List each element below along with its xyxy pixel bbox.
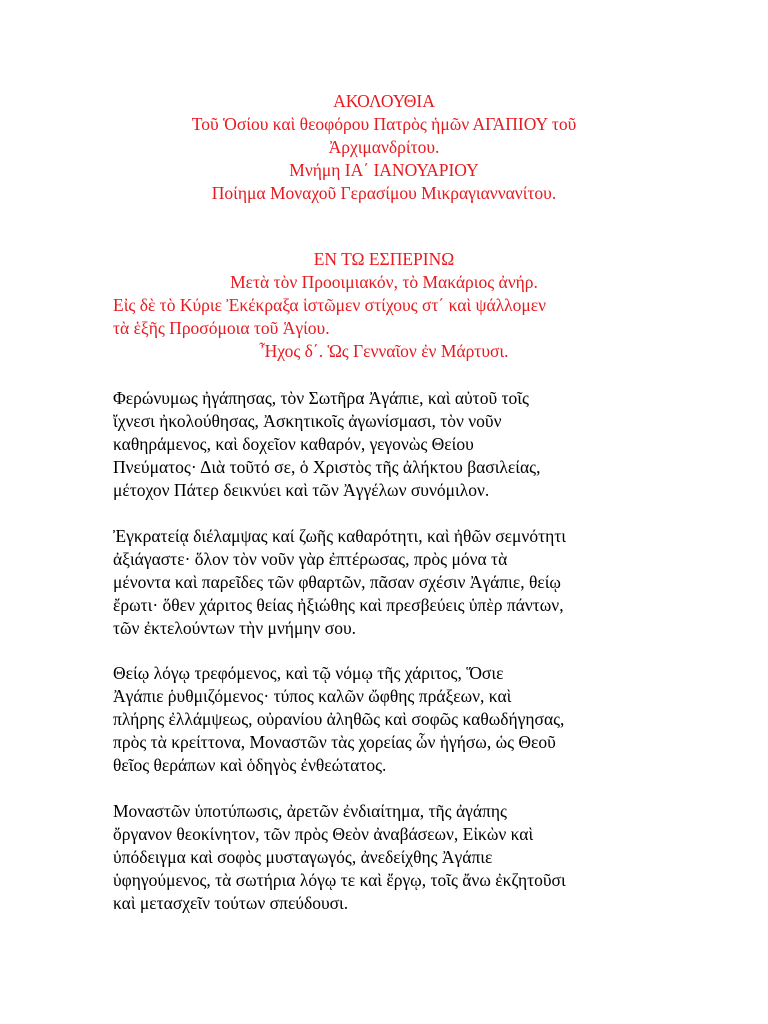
- hymn-line: Φερώνυμως ἠγάπησας, τὸν Σωτῆρα Ἀγάπιε, καὶ αὐτοῦ τοῖς: [113, 388, 529, 408]
- hymn-line: καθηράμενος, καὶ δοχεῖον καθαρόν, γεγονὼς Θείου: [113, 434, 474, 454]
- hymn-line: καὶ μετασχεῖν τούτων σπεύδουσι.: [113, 893, 349, 913]
- hymn-line: θεῖος θεράπων καὶ ὁδηγὸς ἐνθεώτατος.: [113, 755, 387, 775]
- hymn-line: μέτοχον Πάτερ δεικνύει καὶ τῶν Ἀγγέλων συνόμιλον.: [113, 480, 490, 500]
- hymn-line: Μοναστῶν ὑποτύπωσις, ἀρετῶν ἐνδιαίτημα, τῆς ἀγάπης: [113, 801, 507, 821]
- service-title: ΑΚΟΛΟΥΘΙΑ: [333, 91, 435, 111]
- service-header: [100, 90, 668, 205]
- hymn-stanza: [113, 800, 673, 915]
- hymn-line: πρὸς τὰ κρείττονα, Μοναστῶν τὰς χορείας ὧν ἡγήσω, ὡς Θεοῦ: [113, 732, 556, 752]
- hymn-line: Πνεύματος· Διὰ τοῦτό σε, ὁ Χριστὸς τῆς ἀλήκτου βασιλείας,: [113, 457, 541, 477]
- vespers-section-header: [100, 248, 668, 363]
- hymn-line: ὑπόδειγμα καὶ σοφὸς μυσταγωγός, ἀνεδείχθης Ἀγάπιε: [113, 847, 493, 867]
- hymn-line: ὄργανον θεοκίνητον, τῶν πρὸς Θεὸν ἀναβάσεων, Εἰκὼν καὶ: [113, 824, 534, 844]
- saint-name-line: Τοῦ Ὁσίου καὶ θεοφόρου Πατρὸς ἡμῶν ΑΓΑΠΙΟΥ τοῦ: [191, 114, 577, 134]
- author-line: Ποίημα Μοναχοῦ Γερασίμου Μικραγιαννανίτου.: [211, 183, 557, 203]
- vespers-rubric-3: τὰ ἑξῆς Προσόμοια τοῦ Ἁγίου.: [113, 318, 330, 338]
- hymn-line: Ἐγκρατείᾳ διέλαμψας καί ζωῆς καθαρότητι, καὶ ἠθῶν σεμνότητι: [113, 526, 567, 546]
- tone-indication: Ἦχος δ΄. Ὡς Γενναῖον ἐν Μάρτυσι.: [259, 341, 509, 361]
- hymn-line: ἴχνεσι ἠκολούθησας, Ἀσκητικοῖς ἀγωνίσμασι, τὸν νοῦν: [113, 411, 502, 431]
- hymn-stanza: [113, 662, 673, 777]
- hymn-line: Ἀγάπιε ῥυθμιζόμενος· τύπος καλῶν ὤφθης πράξεων, καὶ: [113, 686, 512, 706]
- hymn-line: ὑφηγούμενος, τὰ σωτήρια λόγῳ τε καὶ ἔργῳ, τοῖς ἄνω ἐκζητοῦσι: [113, 870, 566, 890]
- hymn-line: Θείῳ λόγῳ τρεφόμενος, καὶ τῷ νόμῳ τῆς χάριτος, Ὅσιε: [113, 663, 504, 683]
- commemoration-date: Μνήμη ΙΑ΄ ΙΑΝΟΥΑΡΙΟΥ: [289, 160, 479, 180]
- vespers-rubric-2: Εἰς δὲ τὸ Κύριε Ἐκέκραξα ἱστῶμεν στίχους στ΄ καὶ ψάλλομεν: [113, 295, 547, 315]
- hymn-stanza: [113, 387, 673, 502]
- hymn-line: ἀξιάγαστε· ὅλον τὸν νοῦν γὰρ ἐπτέρωσας, πρὸς μόνα τὰ: [113, 549, 508, 569]
- vespers-heading: ΕΝ ΤΩ ΕΣΠΕΡΙΝΩ: [313, 249, 455, 269]
- hymn-line: μένοντα καὶ παρεῖδες τῶν φθαρτῶν, πᾶσαν σχέσιν Ἀγάπιε, θείῳ: [113, 572, 561, 592]
- hymn-stanza: [113, 525, 673, 640]
- vespers-rubric-1: Μετὰ τὸν Προοιμιακόν, τὸ Μακάριος ἀνήρ.: [230, 272, 538, 292]
- saint-rank-line: Ἀρχιμανδρίτου.: [328, 137, 440, 157]
- hymn-line: τῶν ἐκτελούντων τὴν μνήμην σου.: [113, 618, 357, 638]
- hymn-line: πλήρης ἐλλάμψεως, οὐρανίου ἀληθῶς καὶ σοφῶς καθωδήγησας,: [113, 709, 565, 729]
- hymn-line: ἔρωτι· ὅθεν χάριτος θείας ἠξιώθης καὶ πρεσβεύεις ὑπὲρ πάντων,: [113, 595, 564, 615]
